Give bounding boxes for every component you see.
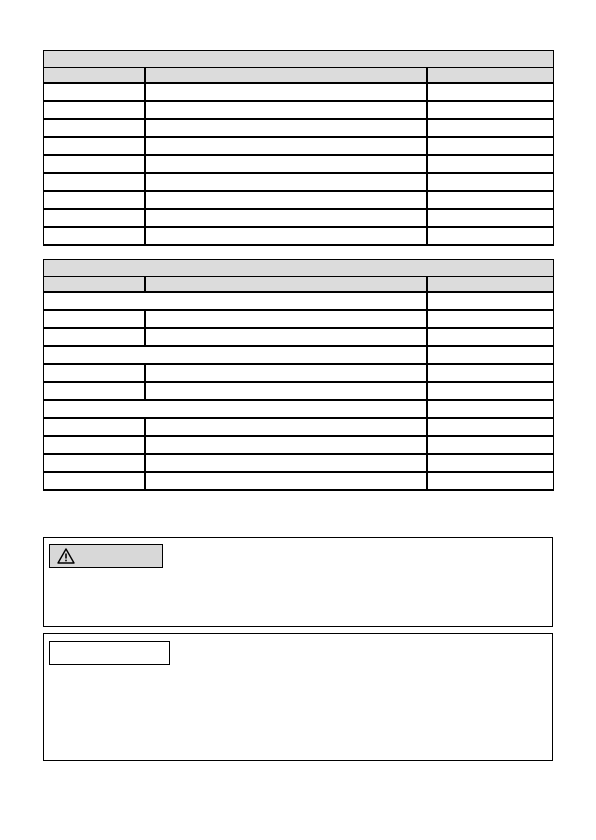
- table-cell: [145, 137, 427, 155]
- table-cell: [427, 382, 554, 400]
- column-header: [427, 68, 554, 84]
- table-cell: [44, 191, 145, 209]
- table-row: [44, 191, 554, 209]
- table-row: [44, 454, 554, 472]
- table-cell: [145, 227, 427, 245]
- table-cell: [427, 137, 554, 155]
- table-row: [44, 119, 554, 137]
- table-row: [44, 472, 554, 490]
- table-cell: [145, 472, 427, 490]
- table-cell: [427, 328, 554, 346]
- table-row: [44, 328, 554, 346]
- table-cell: [145, 173, 427, 191]
- table-cell: [44, 83, 145, 101]
- table-row: [44, 101, 554, 119]
- table-cell: [44, 227, 145, 245]
- warning-label: [49, 544, 163, 568]
- column-header: [145, 68, 427, 84]
- table-row: [44, 155, 554, 173]
- table-group-row: [44, 346, 554, 364]
- table-cell: [427, 454, 554, 472]
- table-cell: [427, 209, 554, 227]
- table-cell: [44, 472, 145, 490]
- warning-box: [43, 537, 553, 627]
- column-header: [145, 277, 427, 293]
- table-cell: [44, 328, 145, 346]
- table-row: [44, 310, 554, 328]
- table-cell: [44, 137, 145, 155]
- table-row: [44, 382, 554, 400]
- table-cell: [44, 310, 145, 328]
- table-title: [44, 51, 554, 68]
- table-title: [44, 260, 554, 277]
- table-cell: [44, 418, 145, 436]
- table-group-row: [44, 400, 554, 418]
- table-cell: [427, 155, 554, 173]
- table-row: [44, 436, 554, 454]
- group-label-cell: [44, 346, 427, 364]
- table-cell: [44, 364, 145, 382]
- table-cell: [427, 83, 554, 101]
- table-cell: [44, 209, 145, 227]
- warning-triangle-icon: [57, 548, 75, 564]
- table-title-row: [44, 260, 554, 277]
- column-header: [44, 277, 145, 293]
- table-cell: [427, 119, 554, 137]
- table-cell: [44, 173, 145, 191]
- table-cell: [427, 191, 554, 209]
- table-cell: [145, 209, 427, 227]
- table-row: [44, 137, 554, 155]
- notice-label: [49, 641, 170, 665]
- table-cell: [145, 310, 427, 328]
- table-cell: [145, 119, 427, 137]
- table-title-row: [44, 51, 554, 68]
- group-label-cell: [44, 292, 427, 310]
- table-cell: [427, 292, 554, 310]
- table-cell: [44, 101, 145, 119]
- table-header-row: [44, 68, 554, 84]
- table-cell: [427, 364, 554, 382]
- group-label-cell: [44, 400, 427, 418]
- table-cell: [427, 400, 554, 418]
- table-row: [44, 418, 554, 436]
- table-cell: [145, 191, 427, 209]
- table-cell: [44, 155, 145, 173]
- table-cell: [145, 418, 427, 436]
- table-cell: [44, 436, 145, 454]
- table-cell: [145, 382, 427, 400]
- table-row: [44, 173, 554, 191]
- table-cell: [427, 472, 554, 490]
- column-header: [44, 68, 145, 84]
- spec-table-2: [43, 259, 554, 491]
- table-cell: [145, 454, 427, 472]
- column-header: [427, 277, 554, 293]
- table-cell: [427, 436, 554, 454]
- table-cell: [427, 418, 554, 436]
- table-header-row: [44, 277, 554, 293]
- table-cell: [427, 346, 554, 364]
- table-cell: [145, 328, 427, 346]
- table-cell: [427, 173, 554, 191]
- table-row: [44, 227, 554, 245]
- table-row: [44, 364, 554, 382]
- table-cell: [145, 436, 427, 454]
- table-cell: [145, 101, 427, 119]
- table-cell: [427, 101, 554, 119]
- table-group-row: [44, 292, 554, 310]
- table-cell: [427, 310, 554, 328]
- table-cell: [427, 227, 554, 245]
- table-cell: [145, 364, 427, 382]
- table-cell: [44, 119, 145, 137]
- table-row: [44, 83, 554, 101]
- table-cell: [145, 155, 427, 173]
- table-cell: [44, 382, 145, 400]
- notice-box: [43, 633, 553, 761]
- table-row: [44, 209, 554, 227]
- table-cell: [145, 83, 427, 101]
- table-cell: [44, 454, 145, 472]
- spec-table-1: [43, 50, 554, 246]
